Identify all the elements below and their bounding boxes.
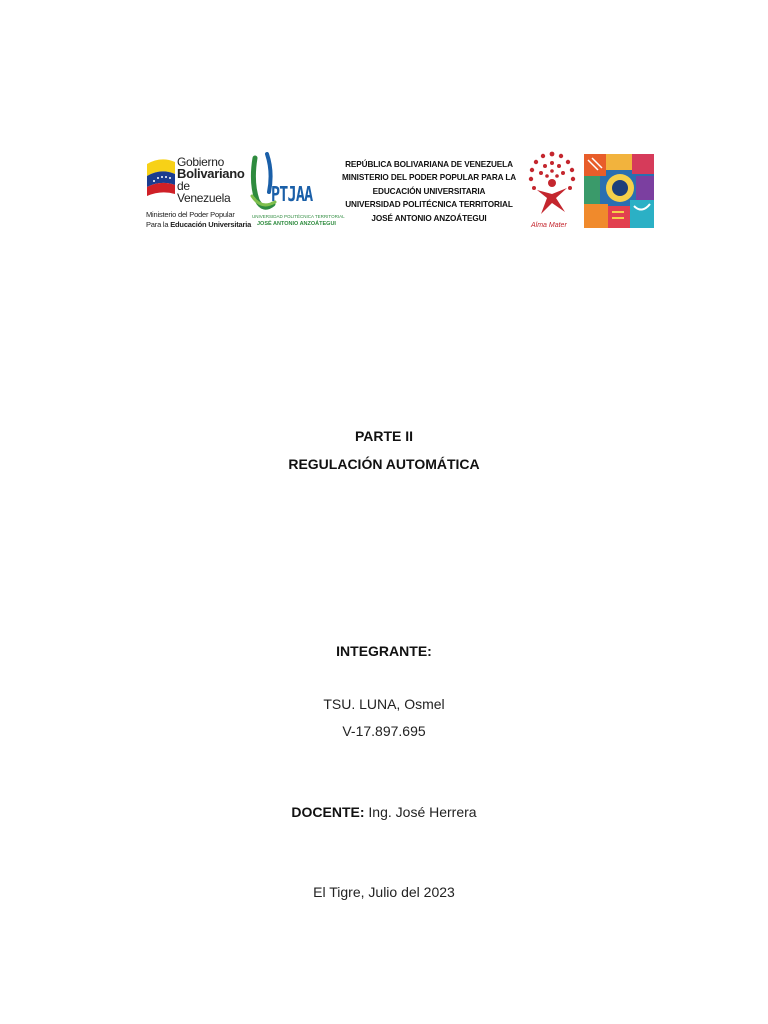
gob-sub1: Ministerio del Poder Popular: [146, 210, 235, 219]
gob-line1: Gobierno: [177, 155, 224, 169]
uptjaa-logo: [249, 152, 345, 232]
member-id: V-17.897.695: [342, 723, 426, 739]
alma-mater-logo: [523, 150, 581, 232]
member-heading: INTEGRANTE:: [336, 643, 432, 659]
part-heading: PARTE II: [354, 428, 414, 444]
institution-line: MINISTERIO DEL PODER POPULAR PARA LA: [341, 173, 517, 183]
gob-line3: de Venezuela: [177, 179, 231, 205]
teacher-label: DOCENTE:: [291, 804, 365, 820]
teacher-name: Ing. José Herrera: [364, 804, 477, 820]
institution-line: EDUCACIÓN UNIVERSITARIA: [372, 186, 486, 196]
gob-line2: Bolivariano: [177, 166, 245, 181]
gob-ministry-subtitle: [146, 210, 251, 230]
teacher-line: [0, 804, 768, 820]
gob-sub2-prefix: Para la: [146, 220, 171, 229]
institution-heading: [339, 158, 519, 225]
gobierno-logo-text: [177, 156, 245, 204]
uptjaa-sub2: JOSÉ ANTONIO ANZOÁTEGUI: [257, 221, 336, 227]
mural-artwork-icon: [584, 154, 654, 228]
institution-line: UNIVERSIDAD POLITÉCNICA TERRITORIAL: [345, 200, 513, 210]
alma-mater-dots-figure-icon: [523, 150, 581, 222]
member-name: TSU. LUNA, Osmel: [323, 696, 445, 712]
gobierno-bolivariano-logo: [143, 150, 252, 234]
institution-line: REPÚBLICA BOLIVARIANA DE VENEZUELA: [345, 160, 513, 169]
institution-line: JOSÉ ANTONIO ANZOÁTEGUI: [371, 213, 487, 223]
header-logo-banner: [143, 146, 657, 234]
place-date: El Tigre, Julio del 2023: [313, 884, 455, 900]
uptjaa-letters: PTJAA: [271, 182, 313, 206]
venezuela-flag-icon: [145, 154, 177, 196]
uptjaa-sub1: UNIVERSIDAD POLITÉCNICA TERRITORIAL: [252, 214, 345, 219]
colorful-mural-image: [584, 154, 654, 228]
document-title: REGULACIÓN AUTOMÁTICA: [288, 456, 480, 472]
gob-sub2-bold: Educación Universitaria: [170, 220, 252, 229]
alma-mater-text: Alma Mater: [531, 222, 567, 229]
